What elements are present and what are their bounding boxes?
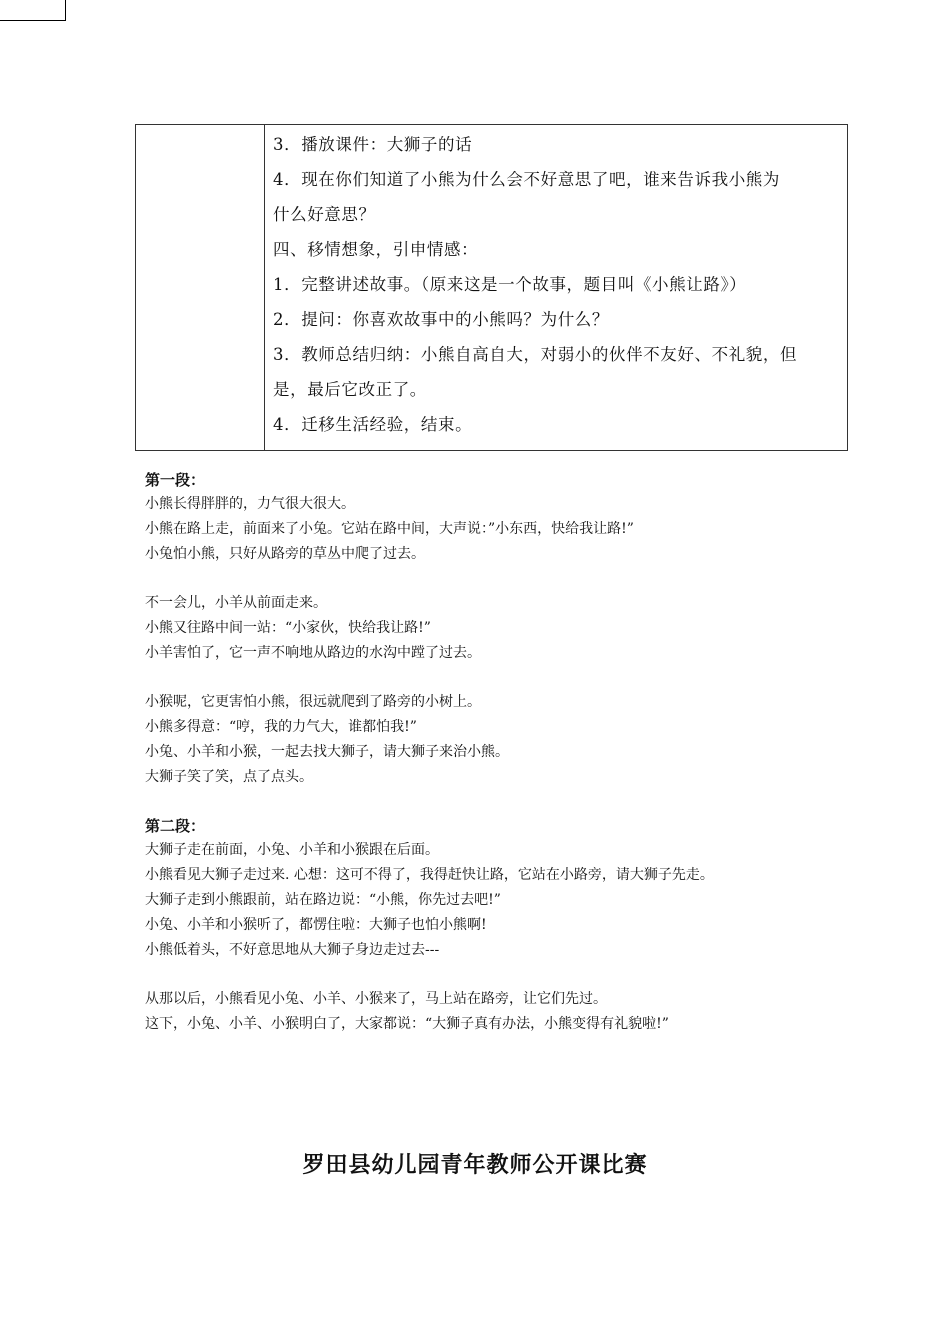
story-line: 大狮子走在前面，小兔、小羊和小猴跟在后面。	[145, 842, 439, 859]
story-line: 小熊在路上走，前面来了小兔。它站在路中间，大声说：”小东西，快给我让路!”	[145, 520, 634, 537]
paragraph-gap	[145, 666, 865, 691]
header-frame-box	[0, 0, 66, 21]
table-line: 1．完整讲述故事。（原来这是一个故事，题目叫《小熊让路》）	[273, 275, 747, 294]
table-line: 什么好意思？	[273, 205, 376, 224]
lesson-plan-table	[135, 124, 848, 451]
paragraph-gap	[145, 790, 865, 815]
story-line: 从那以后，小熊看见小兔、小羊、小猴来了，马上站在路旁，让它们先过。	[145, 991, 607, 1008]
table-line: 3．播放课件：大狮子的话	[273, 135, 473, 154]
table-line: 是，最后它改正了。	[273, 380, 427, 399]
table-line: 四、移情想象，引申情感：	[273, 240, 479, 259]
story-line: 不一会儿，小羊从前面走来。	[145, 595, 327, 612]
story-line: 大狮子笑了笑，点了点头。	[145, 768, 313, 785]
competition-title: 罗田县幼儿园青年教师公开课比赛	[302, 1153, 648, 1178]
table-line: 4．迁移生活经验，结束。	[273, 415, 473, 434]
section-2-title: 第二段：	[145, 817, 206, 836]
story-line: 小熊多得意：“哼，我的力气大，谁都怕我!”	[145, 719, 417, 736]
story-line: 小熊低着头，不好意思地从大狮子身边走过去---	[145, 941, 440, 958]
table-row	[136, 125, 848, 451]
story-line: 小兔、小羊和小猴，一起去找大狮子，请大狮子来治小熊。	[145, 743, 509, 760]
section-1-title: 第一段：	[145, 471, 206, 489]
story-line: 小熊又往路中间一站：“小家伙，快给我让路!”	[145, 619, 431, 636]
table-line: 2．提问：你喜欢故事中的小熊吗？为什么？	[273, 310, 609, 329]
story-text	[145, 468, 865, 1037]
table-line: 4．现在你们知道了小熊为什么会不好意思了吧，谁来告诉我小熊为	[273, 170, 780, 189]
story-line: 小熊看见大狮子走过来. 心想：这可不得了，我得赶快让路，它站在小路旁，请大狮子先走。	[145, 867, 714, 884]
paragraph-gap	[145, 962, 865, 987]
story-line: 小兔、小羊和小猴听了，都愣住啦：大狮子也怕小熊啊!	[145, 916, 487, 933]
paragraph-gap	[145, 566, 865, 591]
table-right-cell	[265, 125, 848, 451]
story-line: 大狮子走到小熊跟前，站在路边说：“小熊，你先过去吧!”	[145, 891, 501, 908]
table-line: 3．教师总结归纳：小熊自高自大，对弱小的伙伴不友好、不礼貌，但	[273, 345, 798, 364]
story-line: 这下，小兔、小羊、小猴明白了，大家都说：“大狮子真有办法，小熊变得有礼貌啦!”	[145, 1015, 669, 1032]
story-line: 小猴呢，它更害怕小熊，很远就爬到了路旁的小树上。	[145, 694, 481, 711]
story-line: 小羊害怕了，它一声不响地从路边的水沟中蹚了过去。	[145, 644, 481, 661]
story-line: 小兔怕小熊，只好从路旁的草丛中爬了过去。	[145, 545, 425, 562]
table-left-cell	[136, 125, 265, 451]
story-line: 小熊长得胖胖的，力气很大很大。	[145, 496, 355, 512]
